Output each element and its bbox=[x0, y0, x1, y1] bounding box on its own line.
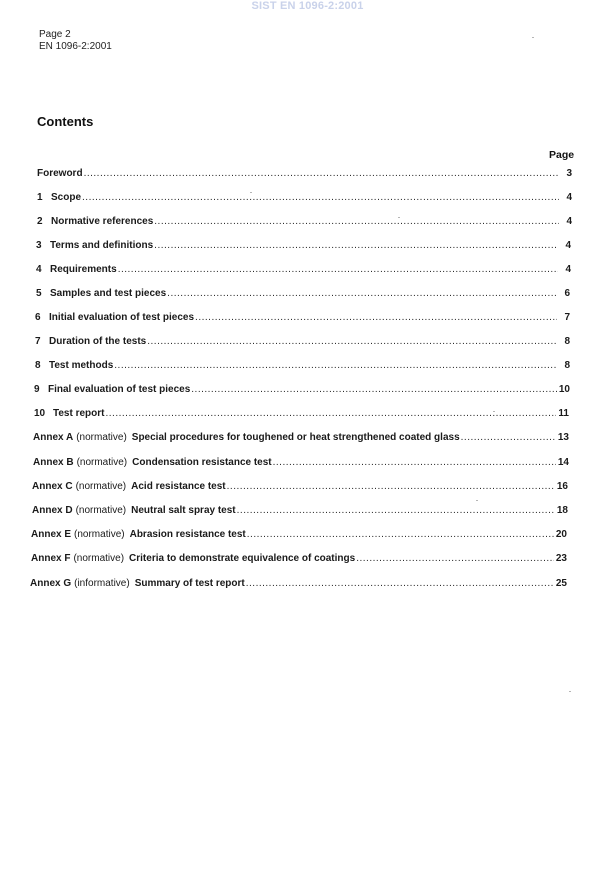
toc-page-number: 10 bbox=[558, 384, 570, 395]
toc-entry-number: 10 bbox=[34, 408, 46, 419]
standard-reference: EN 1096-2:2001 bbox=[39, 41, 112, 52]
toc-dot-leader bbox=[147, 335, 557, 348]
toc-entry-number: 3 bbox=[36, 240, 42, 251]
toc-annex-label: Annex E bbox=[31, 529, 72, 540]
toc-entry-title: Duration of the tests bbox=[49, 336, 147, 347]
toc-entry-title: Abrasion resistance test bbox=[129, 529, 246, 540]
toc-dot-leader bbox=[273, 456, 556, 469]
toc-page-number: 23 bbox=[555, 553, 567, 564]
toc-entry-number: 5 bbox=[36, 288, 42, 299]
toc-dot-leader bbox=[84, 167, 559, 180]
toc-page-number: 4 bbox=[565, 264, 571, 275]
toc-entry bbox=[33, 456, 569, 469]
toc-entry bbox=[35, 335, 570, 348]
toc-entry bbox=[31, 528, 567, 541]
toc-entry-title: Neutral salt spray test bbox=[131, 505, 236, 516]
toc-entry bbox=[32, 480, 568, 493]
toc-entry bbox=[35, 311, 570, 324]
toc-annex-type: (informative) bbox=[74, 578, 130, 589]
toc-entry-number: 4 bbox=[36, 264, 42, 275]
toc-entry bbox=[30, 577, 567, 590]
toc-entry-number: 1 bbox=[37, 192, 43, 203]
toc-page-number: 8 bbox=[564, 336, 570, 347]
toc-dot-leader bbox=[106, 407, 557, 420]
toc-entry bbox=[36, 287, 570, 300]
toc-entry-title: Test methods bbox=[49, 360, 114, 371]
scan-speck bbox=[569, 691, 571, 692]
toc-entry bbox=[37, 167, 572, 180]
toc-page-number: 11 bbox=[558, 408, 569, 419]
toc-entry-title: Final evaluation of test pieces bbox=[48, 384, 191, 395]
toc-entry bbox=[35, 359, 570, 372]
toc-entry-number: 2 bbox=[37, 216, 43, 227]
toc-entry-title: Test report bbox=[53, 408, 105, 419]
toc-annex-type: (normative) bbox=[75, 505, 127, 516]
toc-page-number: 18 bbox=[556, 505, 568, 516]
toc-entry bbox=[37, 191, 572, 204]
toc-entry-title: Scope bbox=[51, 192, 82, 203]
toc-entry bbox=[37, 215, 572, 228]
toc-page-number: 8 bbox=[564, 360, 570, 371]
toc-entry bbox=[34, 407, 569, 420]
toc-dot-leader bbox=[227, 480, 555, 493]
toc-dot-leader bbox=[118, 263, 558, 276]
toc-dot-leader bbox=[154, 215, 559, 228]
toc-page-number: 14 bbox=[557, 457, 569, 468]
toc-dot-leader bbox=[246, 577, 554, 590]
toc-dot-leader bbox=[167, 287, 557, 300]
toc-annex-label: Annex D bbox=[32, 505, 73, 516]
toc-entry-title: Foreword bbox=[37, 168, 83, 179]
toc-entry bbox=[34, 383, 570, 396]
scan-speck bbox=[398, 217, 400, 218]
toc-annex-type: (normative) bbox=[73, 553, 125, 564]
page-number-label: Page 2 bbox=[39, 29, 71, 40]
toc-annex-type: (normative) bbox=[76, 457, 128, 468]
toc-dot-leader bbox=[237, 504, 555, 517]
toc-page-number: 3 bbox=[566, 168, 572, 179]
toc-dot-leader bbox=[191, 383, 557, 396]
toc-page-number: 6 bbox=[564, 288, 570, 299]
toc-entry-title: Condensation resistance test bbox=[132, 457, 272, 468]
toc-entry-number: 7 bbox=[35, 336, 41, 347]
toc-entry-title: Normative references bbox=[51, 216, 154, 227]
toc-entry bbox=[31, 552, 567, 565]
toc-entry-number: 6 bbox=[35, 312, 41, 323]
contents-heading: Contents bbox=[37, 114, 94, 129]
toc-entry-title: Acid resistance test bbox=[131, 481, 226, 492]
toc-dot-leader bbox=[195, 311, 557, 324]
page-column-label: Page bbox=[549, 149, 575, 161]
scan-speck bbox=[476, 500, 478, 501]
toc-page-number: 25 bbox=[555, 578, 567, 589]
toc-page-number: 4 bbox=[565, 240, 571, 251]
toc-dot-leader bbox=[114, 359, 557, 372]
toc-page-number: 7 bbox=[564, 312, 570, 323]
toc-entry-title: Samples and test pieces bbox=[50, 288, 167, 299]
scan-speck bbox=[532, 37, 534, 38]
toc-annex-type: (normative) bbox=[74, 529, 125, 540]
toc-page-number: 13 bbox=[557, 432, 569, 443]
toc-annex-label: Annex F bbox=[31, 553, 71, 564]
scan-speck bbox=[493, 411, 495, 412]
toc-entry-title: Terms and definitions bbox=[50, 240, 154, 251]
toc-entry bbox=[33, 431, 569, 444]
toc-entry bbox=[36, 239, 571, 252]
toc-annex-label: Annex A bbox=[33, 432, 74, 443]
toc-entry-number: 9 bbox=[34, 384, 40, 395]
toc-page-number: 16 bbox=[556, 481, 568, 492]
toc-dot-leader bbox=[247, 528, 554, 541]
toc-page-number: 4 bbox=[566, 192, 572, 203]
toc-entry-title: Requirements bbox=[50, 264, 117, 275]
toc-entry bbox=[32, 504, 568, 517]
toc-entry-title: Initial evaluation of test pieces bbox=[49, 312, 195, 323]
toc-entry-title: Summary of test report bbox=[134, 578, 245, 589]
toc-annex-label: Annex B bbox=[33, 457, 74, 468]
toc-dot-leader bbox=[461, 431, 556, 444]
toc-page-number: 4 bbox=[566, 216, 572, 227]
toc-dot-leader bbox=[154, 239, 558, 252]
toc-page-number: 20 bbox=[555, 529, 567, 540]
toc-annex-label: Annex G bbox=[30, 578, 72, 589]
toc-entry-title: Criteria to demonstrate equivalence of coatings bbox=[129, 553, 356, 564]
watermark-text: SIST EN 1096-2:2001 bbox=[251, 0, 364, 12]
toc-entry-title: Special procedures for toughened or heat strengthened coated glass bbox=[131, 432, 460, 443]
toc-annex-label: Annex C bbox=[32, 481, 73, 492]
toc-dot-leader bbox=[356, 552, 554, 565]
toc-entry bbox=[36, 263, 571, 276]
scan-speck bbox=[250, 192, 252, 193]
toc-annex-type: (normative) bbox=[76, 432, 127, 443]
toc-entry-number: 8 bbox=[35, 360, 41, 371]
toc-annex-type: (normative) bbox=[75, 481, 127, 492]
toc-dot-leader bbox=[82, 191, 559, 204]
